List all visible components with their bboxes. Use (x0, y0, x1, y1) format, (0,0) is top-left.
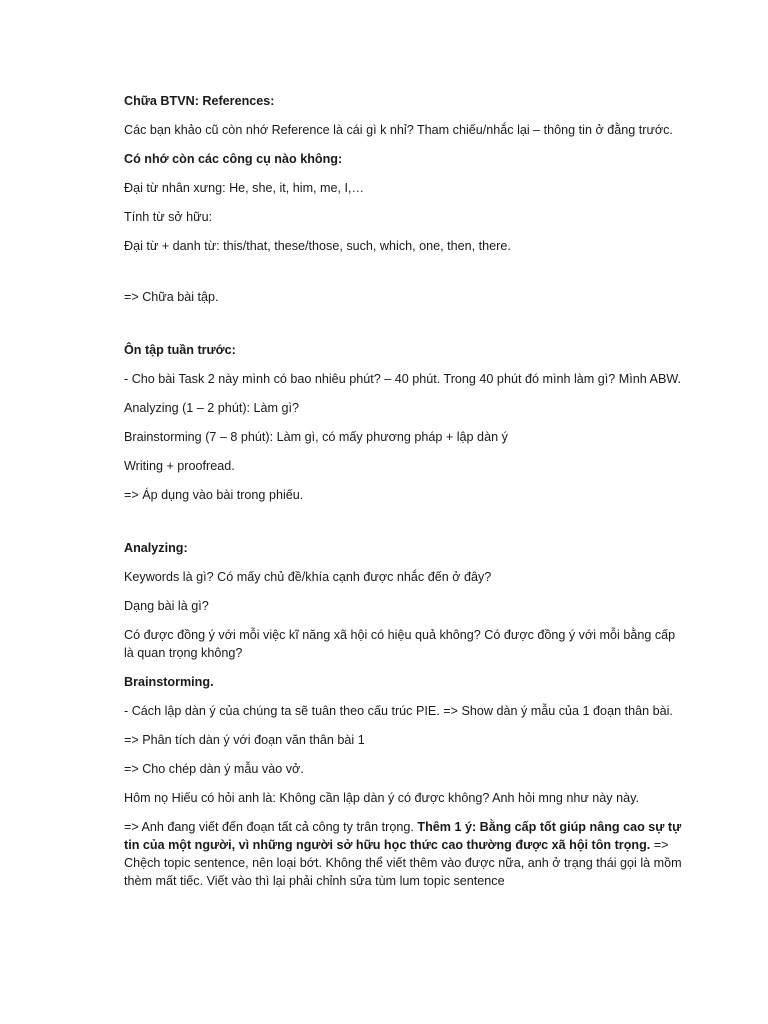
paragraph: - Cách lập dàn ý của chúng ta sẽ tuân theo cấu trúc PIE. => Show dàn ý mẫu của 1 đoạn thân bài. (124, 704, 673, 718)
spacer (124, 266, 688, 288)
heading-brainstorming: Brainstorming. (124, 675, 214, 689)
paragraph: => Áp dụng vào bài trong phiếu. (124, 488, 304, 502)
heading-tools: Có nhớ còn các công cụ nào không: (124, 152, 343, 166)
heading-references: Chữa BTVN: References: (124, 94, 275, 108)
heading-review: Ôn tập tuần trước: (124, 343, 236, 357)
paragraph-bold-text: Thêm 1 ý: Bằng cấp tốt giúp nâng cao sự tự tin của một người, vì những người sở hữu học thức cao thường được xã hội tôn trọng. (124, 820, 682, 852)
paragraph-text: => Chệch topic sentence, nên loại bớt. Không thể viết thêm vào được nữa, anh ở trạng thái gọi là mồm thèm mất tiếc. Viết vào thì lại phải chỉnh sửa tùm lum topic sentence (124, 838, 682, 888)
paragraph-mixed (124, 818, 688, 890)
paragraph: Đại từ nhân xưng: He, she, it, him, me, I,… (124, 181, 365, 195)
paragraph: Brainstorming (7 – 8 phút): Làm gì, có mấy phương pháp + lập dàn ý (124, 430, 508, 444)
paragraph: => Chữa bài tập. (124, 290, 219, 304)
paragraph: Có được đồng ý với mỗi việc kĩ năng xã hội có hiệu quả không? Có được đồng ý với mỗi bằng cấp là quan trọng không? (124, 628, 676, 660)
paragraph: => Cho chép dàn ý mẫu vào vở. (124, 762, 304, 776)
paragraph: Dạng bài là gì? (124, 599, 209, 613)
paragraph: Analyzing (1 – 2 phút): Làm gì? (124, 401, 300, 415)
paragraph-text: => Anh đang viết đến đoạn tất cả công ty trân trọng. (124, 820, 418, 834)
paragraph: Writing + proofread. (124, 459, 235, 473)
spacer (124, 317, 688, 341)
paragraph: Đại từ + danh từ: this/that, these/those, such, which, one, then, there. (124, 239, 511, 253)
paragraph: Các bạn khảo cũ còn nhớ Reference là cái gì k nhỉ? Tham chiếu/nhắc lại – thông tin ở đằng trước. (124, 123, 673, 137)
heading-analyzing: Analyzing: (124, 541, 188, 555)
spacer (124, 515, 688, 539)
paragraph: Hôm nọ Hiếu có hỏi anh là: Không cần lập dàn ý có được không? Anh hỏi mng như này này. (124, 791, 639, 805)
paragraph: Tính từ sở hữu: (124, 210, 213, 224)
paragraph: => Phân tích dàn ý với đoạn văn thân bài 1 (124, 733, 365, 747)
paragraph: Keywords là gì? Có mấy chủ đề/khía cạnh được nhắc đến ở đây? (124, 570, 492, 584)
paragraph: - Cho bài Task 2 này mình có bao nhiêu phút? – 40 phút. Trong 40 phút đó mình làm gì? Mình ABW. (124, 372, 682, 386)
